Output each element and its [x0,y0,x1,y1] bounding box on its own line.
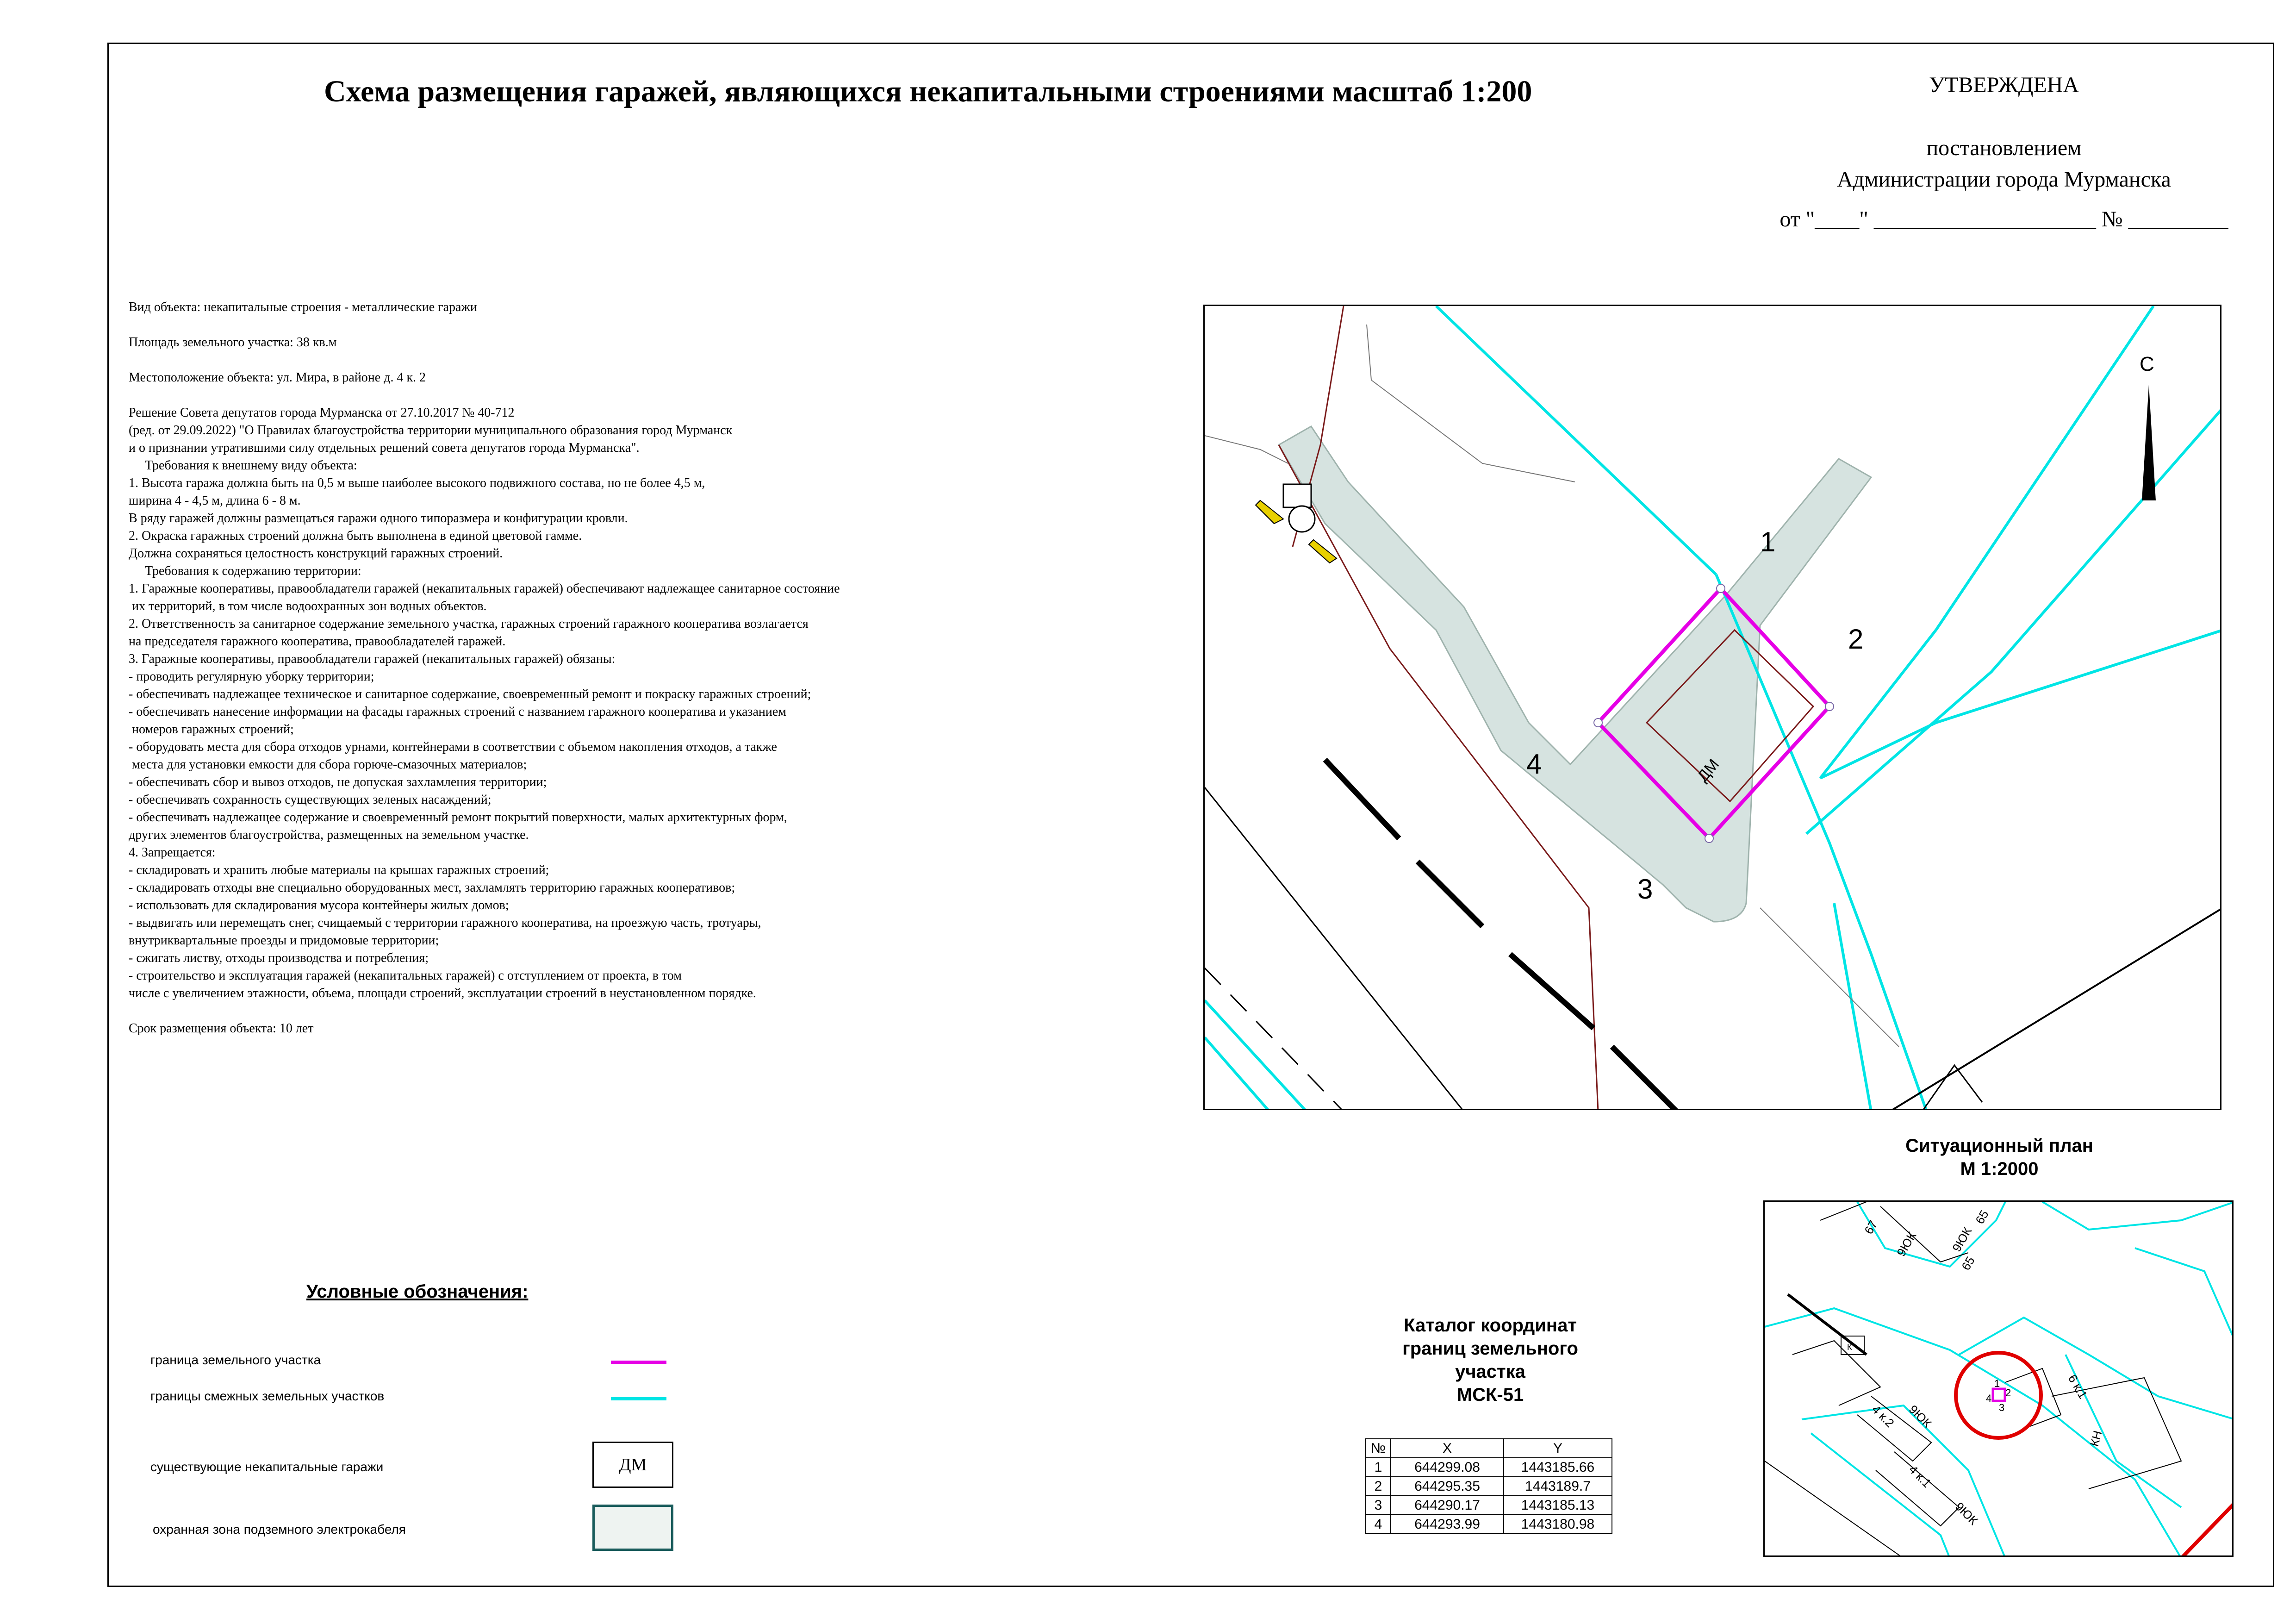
catalog-cell-y: 1443180.98 [1504,1515,1612,1534]
catalog-cell-x: 644299.08 [1391,1458,1504,1477]
sit-point-4: 4 [1986,1393,1992,1404]
legend-adjacent-line [611,1397,666,1400]
garage-label: ДМ [1694,756,1723,786]
notes-line: на председателя гаражного кооператива, правообладателей гаражей. [129,634,506,649]
sit-label-9yuk-2: 9ЮК [1949,1224,1975,1254]
catalog-cell-num: 4 [1366,1515,1391,1534]
legend-garage-label: существующие некапитальные гаражи [150,1460,384,1474]
notes-line: числе с увеличением этажности, объема, площади строений, эксплуатации строений в неустановленном порядке. [129,986,756,1000]
coordinate-catalog-table [1365,1438,1612,1534]
object-description [129,299,1128,1037]
notes-spacer [129,387,1128,404]
catalog-cell-y: 1443185.66 [1504,1458,1612,1477]
situation-plan-title [1860,1134,2138,1181]
notes-line: В ряду гаражей должны размещаться гаражи одного типоразмера и конфигурации кровли. [129,511,628,525]
table-row [1366,1477,1612,1496]
approval-heading: УТВЕРЖДЕНА [1929,73,2079,97]
sit-label-6k1: 6 к.1 [2065,1372,2091,1401]
notes-line: - обеспечивать сбор и вывоз отходов, не допуская захламления территории; [129,775,547,789]
sit-label-67: 67 [1861,1218,1880,1237]
notes-spacer [129,351,1128,369]
notes-line: 4. Запрещается: [129,845,216,860]
catalog-header-y: Y [1504,1439,1612,1458]
sit-label-4k2: 4 к.2 [1869,1402,1897,1430]
notes-line: места для установки емкости для сбора горюче-смазочных материалов; [129,757,527,772]
catalog-header-x: X [1391,1439,1504,1458]
notes-line: - строительство и эксплуатация гаражей (некапитальных гаражей) с отступлением от проекта, в том [129,968,682,983]
notes-line: Площадь земельного участка: 38 кв.м [129,335,337,350]
table-row [1366,1496,1612,1515]
approval-line2: Администрации города Мурманска [1837,167,2171,192]
notes-line: (ред. от 29.09.2022) "О Правилах благоустройства территории муниципального образования город Мурманск [129,423,733,437]
approval-stamp [1773,69,2235,231]
sit-point-3: 3 [1999,1402,2005,1413]
table-row [1366,1458,1612,1477]
catalog-title [1361,1314,1620,1406]
notes-line: 3. Гаражные кооперативы, правообладатели гаражей (некапитальных гаражей) обязаны: [129,652,616,666]
approval-date-line: от "____" ____________________ № _________ [1780,207,2228,231]
notes-line: - проводить регулярную уборку территории; [129,669,374,684]
point-label-1: 1 [1760,526,1776,557]
table-row [1366,1515,1612,1534]
catalog-title-line1: Каталог координат [1404,1315,1577,1336]
notes-line: - складировать отходы вне специально оборудованных мест, захламлять территорию гаражных кооперативов; [129,881,735,895]
notes-line: - оборудовать места для сбора отходов урнами, контейнерами в соответствии с объемом накопления отходов, а также [129,740,777,754]
notes-line: ширина 4 - 4,5 м, длина 6 - 8 м. [129,493,301,508]
north-label: С [2140,353,2154,375]
catalog-header-num: № [1366,1439,1391,1458]
notes-line: - обеспечивать надлежащее содержание и своевременный ремонт покрытий поверхности, малых архитектурных форм, [129,810,787,824]
catalog-cell-x: 644295.35 [1391,1477,1504,1496]
sit-point-2: 2 [2005,1387,2011,1399]
sit-parcel [1993,1389,2005,1401]
catalog-title-line4: МСК-51 [1456,1385,1524,1405]
notes-line: 2. Ответственность за санитарное содержание земельного участка, гаражных строений гаражного кооператива возлагается [129,617,809,631]
scheme-map [1203,305,2221,1110]
north-arrow [2140,353,2156,500]
catalog-cell-y: 1443185.13 [1504,1496,1612,1515]
notes-spacer [129,316,1128,334]
sit-label-9yuk-3: 9ЮК [1906,1402,1935,1430]
sit-label-k: К [1847,1343,1852,1352]
notes-line: 1. Высота гаража должна быть на 0,5 м выше наиболее высокого подвижного состава, но не более 4,5 м, [129,476,705,490]
point-label-2: 2 [1848,624,1864,655]
catalog-cell-num: 2 [1366,1477,1391,1496]
legend-title: Условные обозначения: [306,1281,529,1302]
notes-line: 1. Гаражные кооперативы, правообладатели гаражей (некапитальных гаражей) обеспечивают надлежащее санитарное состояние [129,581,840,596]
notes-line: - обеспечивать сохранность существующих зеленых насаждений; [129,793,492,807]
notes-line: номеров гаражных строений; [129,722,294,737]
sit-red-road [2181,1503,2234,1557]
notes-line: - выдвигать или перемещать снег, счищаемый с территории гаражного кооператива, на проезжую часть, тротуары, [129,916,761,930]
sit-label-kn: КН [2087,1429,2105,1448]
notes-line: других элементов благоустройства, размещенных на земельном участке. [129,828,529,842]
catalog-cell-num: 1 [1366,1458,1391,1477]
sit-label-9yuk-4: 9ЮК [1952,1499,1981,1528]
notes-line: - использовать для складирования мусора контейнеры жилых домов; [129,898,509,912]
sit-label-65-2: 65 [1972,1207,1991,1226]
notes-line: и о признании утратившими силу отдельных решений совета депутатов города Мурманска". [129,441,640,455]
catalog-cell-num: 3 [1366,1496,1391,1515]
notes-line: Требования к внешнему виду объекта: [129,458,357,473]
sit-location-circle [1956,1353,2041,1438]
catalog-cell-x: 644290.17 [1391,1496,1504,1515]
legend-parcel-label: граница земельного участка [150,1353,321,1367]
legend-adjacent-label: границы смежных земельных участков [150,1389,385,1403]
scheme-map-svg [1205,306,2221,1110]
catalog-title-line3: участка [1455,1362,1525,1382]
sit-building-outlines [1765,1202,2181,1557]
legend-parcel-line [611,1361,666,1364]
catalog-title-line2: границ земельного [1402,1338,1578,1359]
catalog-cell-y: 1443189.7 [1504,1477,1612,1496]
point-label-4: 4 [1526,749,1542,780]
situation-plan-map [1763,1200,2234,1557]
notes-line: Требования к содержанию территории: [129,564,361,578]
notes-line: - сжигать листву, отходы производства и потребления; [129,951,429,965]
legend-garage-symbol: ДМ [592,1442,673,1488]
point-label-3: 3 [1637,874,1653,905]
notes-line: внутриквартальные проезды и придомовые территории; [129,933,439,948]
notes-line: 2. Окраска гаражных строений должна быть выполнена в единой цветовой гамме. [129,529,582,543]
sit-point-1: 1 [1994,1378,2000,1389]
catalog-cell-x: 644293.99 [1391,1515,1504,1534]
sit-label-4k1: 4 к.1 [1906,1462,1934,1490]
notes-line: - обеспечивать надлежащее техническое и санитарное содержание, своевременный ремонт и покраску гаражных строений; [129,687,811,701]
cable-protection-zone [1279,426,1871,922]
notes-line: Вид объекта: некапитальные строения - металлические гаражи [129,300,477,314]
situation-plan-title-line1: Ситуационный план [1905,1136,2093,1156]
notes-line: Местоположение объекта: ул. Мира, в районе д. 4 к. 2 [129,370,426,385]
sit-label-65-1: 65 [1959,1254,1978,1273]
notes-line: Решение Совета депутатов города Мурманска от 27.10.2017 № 40-712 [129,406,515,420]
legend-zone-swatch [592,1505,673,1551]
sit-label-9yuk-1: 9ЮК [1894,1229,1919,1259]
notes-line: Должна сохраняться целостность конструкций гаражных строений. [129,546,503,561]
notes-line: - обеспечивать нанесение информации на фасады гаражных строений с названием гаражного кооператива и указанием [129,705,786,719]
situation-plan-svg [1765,1202,2234,1557]
notes-spacer [129,1002,1128,1020]
legend-zone-label: охранная зона подземного электрокабеля [153,1522,406,1537]
notes-line: Срок размещения объекта: 10 лет [129,1021,314,1036]
catalog-header-row [1366,1439,1612,1458]
notes-line: - складировать и хранить любые материалы на крышах гаражных строений; [129,863,549,877]
notes-line: их территорий, в том числе водоохранных зон водных объектов. [129,599,487,613]
situation-plan-scale: М 1:2000 [1960,1159,2039,1179]
approval-line1: постановлением [1926,136,2082,160]
page-title: Схема размещения гаражей, являющихся некапитальными строениями масштаб 1:200 [324,75,1532,108]
